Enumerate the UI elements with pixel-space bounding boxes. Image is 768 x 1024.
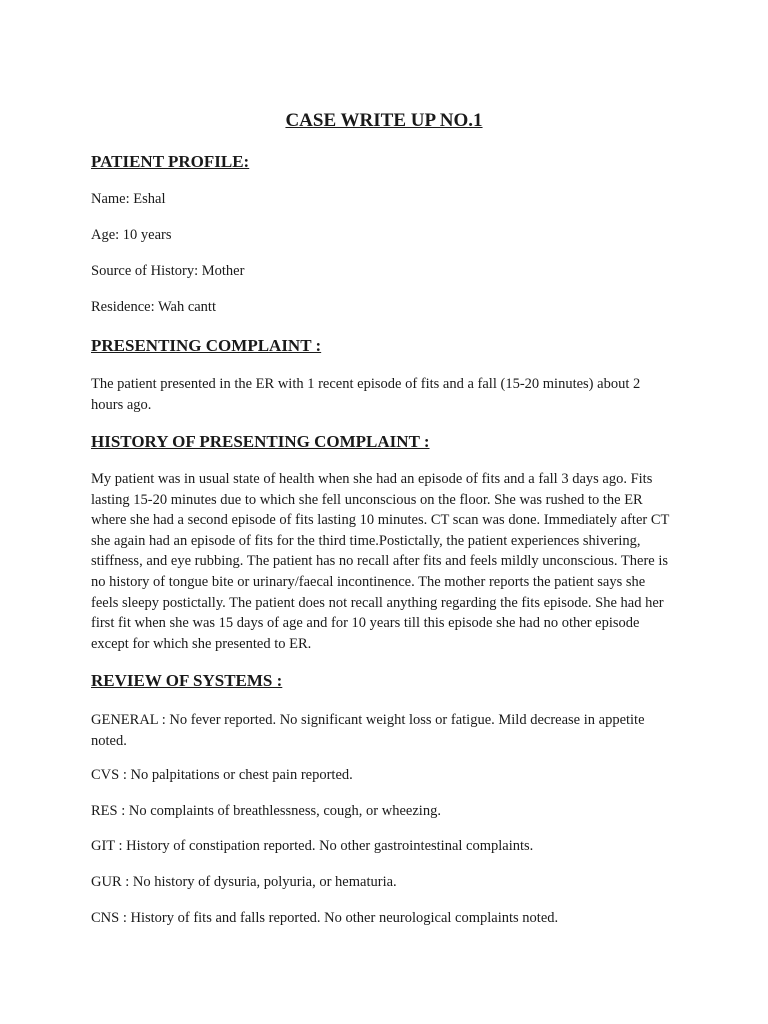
ros-res: RES : No complaints of breathlessness, cough, or wheezing. [91, 803, 441, 819]
review-of-systems-heading: REVIEW OF SYSTEMS : [91, 671, 283, 690]
history-heading: HISTORY OF PRESENTING COMPLAINT : [91, 432, 430, 451]
patient-profile-heading: PATIENT PROFILE: [91, 152, 250, 171]
ros-cns: CNS : History of fits and falls reported. No other neurological complaints noted. [91, 910, 559, 926]
ros-general: GENERAL : No fever reported. No significant weight loss or fatigue. Mild decrease in appetite noted. [91, 712, 645, 749]
document-title: CASE WRITE UP NO.1 [285, 110, 483, 131]
ros-gur: GUR : No history of dysuria, polyuria, or hematuria. [91, 874, 397, 890]
ros-git: GIT : History of constipation reported. No other gastrointestinal complaints. [91, 838, 534, 854]
patient-name: Name: Eshal [91, 191, 166, 207]
patient-age: Age: 10 years [91, 227, 172, 243]
presenting-complaint-heading: PRESENTING COMPLAINT : [91, 336, 322, 355]
history-source: Source of History: Mother [91, 263, 245, 279]
patient-residence: Residence: Wah cantt [91, 299, 216, 315]
ros-cvs: CVS : No palpitations or chest pain reported. [91, 767, 353, 783]
history-text: My patient was in usual state of health when she had an episode of fits and a fall 3 days ago. Fits lasting 15-20 minutes due to which she fell unconscious on the floor. She was rushed to the ER where she had a second episode of fits lasting 10 minutes. CT scan was done. Immediately after CT she again had an episode of fits for the third time.Postictally, the patient experiences shivering, stiffness, and eye rubbing. The patient has no recall after fits and feels mildly unconscious. There is no history of tongue bite or urinary/faecal incontinence. The mother reports the patient says she feels sleepy postictally. The patient does not recall anything regarding the fits episode. She had her first fit when she was 15 days of age and for 10 years till this episode she had no other episode except for which she presented to ER. [91, 471, 670, 652]
presenting-complaint-text: The patient presented in the ER with 1 recent episode of fits and a fall (15-20 minutes) about 2 hours ago. [91, 376, 641, 413]
